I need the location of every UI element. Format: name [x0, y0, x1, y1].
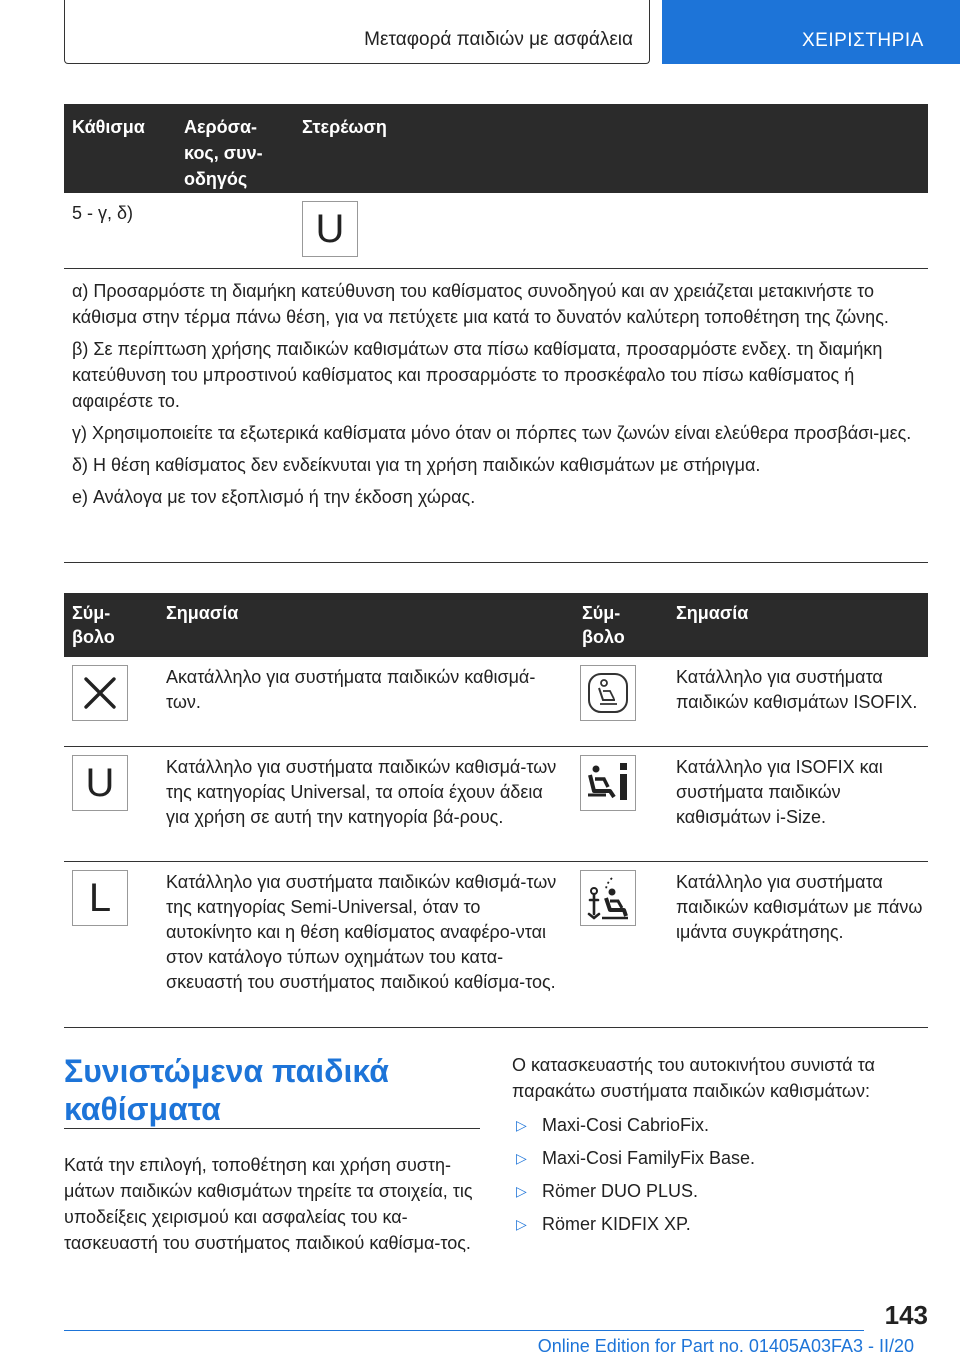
note-d: δ) Η θέση καθίσματος δεν ενδείκνυται για τη χρήση παιδικών καθισμάτων με στήριγμα.	[72, 455, 761, 475]
header-symbol-1: Σύμ- βολο	[72, 603, 115, 647]
symbol-letter: L	[88, 876, 112, 920]
bullet-arrow-icon: ▷	[516, 1150, 527, 1166]
recommended-heading: Συνιστώμενα παιδικά καθίσματα	[64, 1053, 389, 1127]
symbol-letter: U	[315, 207, 345, 251]
meaning-top-tether: Κατάλληλο για συστήματα παιδικών καθισμάτων με πάνω ιμάντα συγκράτησης.	[676, 872, 923, 942]
list-item: ▷ Maxi-Cosi CabrioFix.	[512, 1112, 928, 1138]
table-row	[64, 862, 928, 1028]
meaning-unsuitable: Ακατάλληλο για συστήματα παιδικών καθισμά-των.	[166, 667, 536, 712]
page-number: 143	[884, 1300, 928, 1330]
meaning-isofix: Κατάλληλο για συστήματα παιδικών καθισμάτων ISOFIX.	[676, 667, 918, 712]
isize-seat-icon	[580, 755, 636, 811]
universal-symbol-icon	[72, 755, 128, 811]
meaning-isize: Κατάλληλο για ISOFIX και συστήματα παιδικών καθισμάτων i-Size.	[676, 757, 883, 827]
chapter-tab[interactable]: ΧΕΙΡΙΣΤΗΡΙΑ	[662, 0, 960, 64]
list-item: ▷ Römer KIDFIX XP.	[512, 1211, 928, 1237]
universal-symbol-icon	[302, 201, 358, 257]
seat-table-header	[64, 104, 928, 193]
table-notes	[72, 278, 924, 516]
symbol-table-header	[64, 593, 928, 657]
table-row	[64, 193, 928, 269]
table-row	[64, 657, 928, 747]
isofix-seat-icon	[580, 665, 636, 721]
footer-divider	[64, 1330, 864, 1331]
symbol-letter: U	[85, 761, 115, 805]
section-title: Μεταφορά παιδιών με ασφάλεια	[64, 0, 650, 64]
seat-position: 5 - γ, δ)	[72, 203, 134, 223]
recommended-list	[512, 1112, 928, 1237]
recommended-list-section	[512, 1052, 928, 1244]
note-e: e) Ανάλογα με τον εξοπλισμό ή την έκδοση χώρας.	[72, 487, 476, 507]
recommended-intro: Κατά την επιλογή, τοποθέτηση και χρήση συστη-μάτων παιδικών καθισμάτων τηρείτε τα στοιχεία, τις υποδείξεις χειρισμού και ασφαλείας του κα-τασκευαστή του συστήματος παιδικού καθίσμα-τος.	[64, 1155, 473, 1253]
header-airbag: Αερόσα- κος, συν- οδηγός	[184, 117, 263, 189]
heading-underline	[64, 1128, 480, 1129]
bullet-arrow-icon: ▷	[516, 1216, 527, 1232]
manufacturer-text: Ο κατασκευαστής του αυτοκινήτου συνιστά τα παρακάτω συστήματα παιδικών καθισμάτων:	[512, 1055, 875, 1101]
note-a: α) Προσαρμόστε τη διαμήκη κατεύθυνση του καθίσματος συνοδηγού και αν χρειάζεται μετακινήστε το κάθισμα στην τέρμα πάνω θέση, για να πετύχετε μια κατά το δυνατόν καλύτερη τοποθέτηση της ζώνης.	[72, 281, 889, 327]
semi-universal-symbol-icon	[72, 870, 128, 926]
edition-footer[interactable]: Online Edition for Part no. 01405A03FA3 - II/20	[537, 1336, 914, 1356]
header-meaning-1: Σημασία	[166, 603, 239, 623]
top-tether-seat-icon	[580, 870, 636, 926]
header-seat: Κάθισμα	[72, 117, 145, 137]
divider	[64, 562, 928, 563]
note-c: γ) Χρησιμοποιείτε τα εξωτερικά καθίσματα μόνο όταν οι πόρπες των ζωνών είναι ελεύθερα προσβάσι-μες.	[72, 423, 912, 443]
header-symbol-2: Σύμ- βολο	[582, 603, 625, 647]
meaning-semi-universal: Κατάλληλο για συστήματα παιδικών καθισμά-των της κατηγορίας Semi-Universal, όταν το αυτοκίνητο και η θέση καθίσματος αναφέρο-νται στον κατάλογο τύπων οχημάτων του κατα-σκευαστή του συστήματος παιδικού καθίσμα-τος.	[166, 872, 557, 992]
bullet-arrow-icon: ▷	[516, 1183, 527, 1199]
bullet-arrow-icon: ▷	[516, 1117, 527, 1133]
header-meaning-2: Σημασία	[676, 603, 749, 623]
list-item: ▷ Maxi-Cosi FamilyFix Base.	[512, 1145, 928, 1171]
unsuitable-x-icon	[72, 665, 128, 721]
meaning-universal: Κατάλληλο για συστήματα παιδικών καθισμά-των της κατηγορίας Universal, τα οποία έχουν άδεια για χρήση σε αυτή την κατηγορία βά-ρους.	[166, 757, 557, 827]
list-item: ▷ Römer DUO PLUS.	[512, 1178, 928, 1204]
note-b: β) Σε περίπτωση χρήσης παιδικών καθισμάτων στα πίσω καθίσματα, προσαρμόστε ενδεχ. τη διαμήκη κατεύθυνση του μπροστινού καθίσματος και προσαρμόστε το προσκέφαλο του πίσω καθίσματος ή αφαιρέστε το.	[72, 339, 883, 411]
header-mounting: Στερέωση	[302, 117, 387, 137]
table-row	[64, 747, 928, 862]
